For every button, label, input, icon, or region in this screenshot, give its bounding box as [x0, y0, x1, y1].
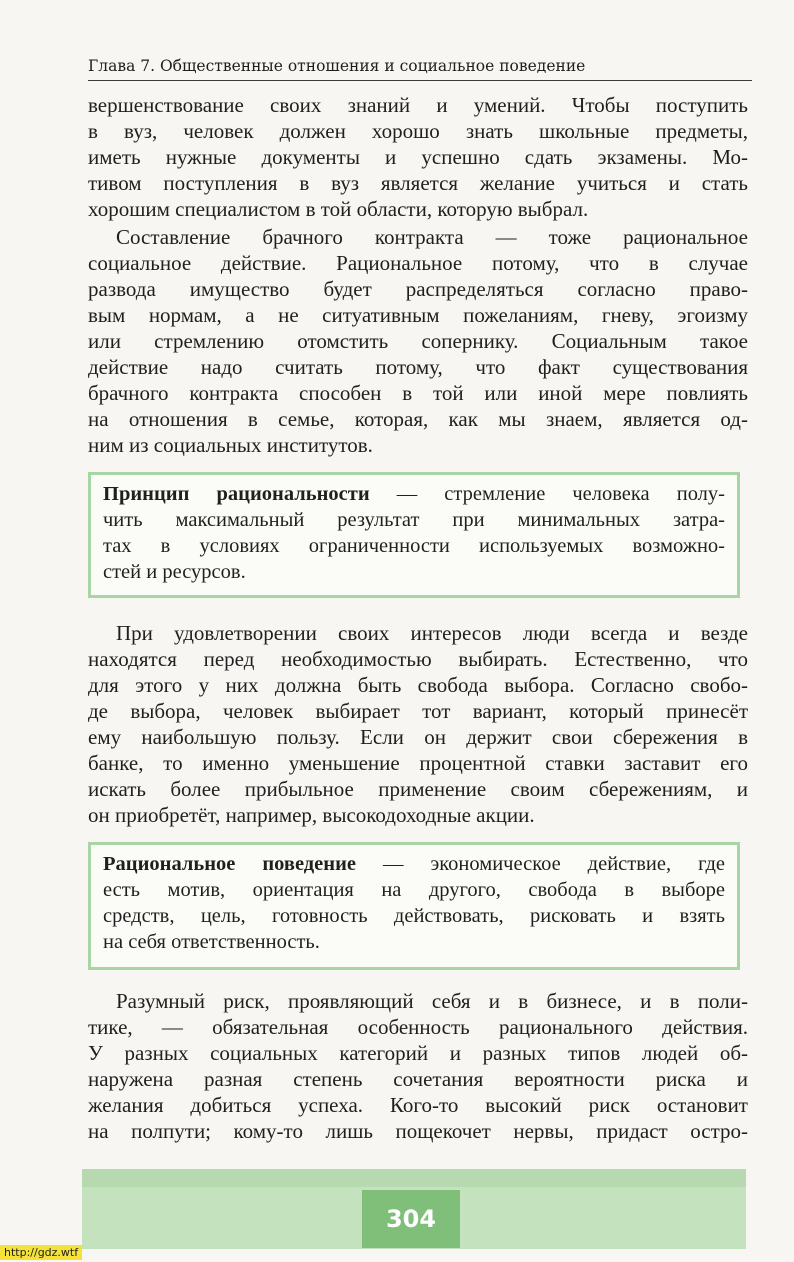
- definition-text: [103, 481, 725, 585]
- text-line: для этого у них должна быть свобода выбора. Согласно свобо-: [88, 673, 748, 697]
- text-line: находятся перед необходимостью выбирать. Естественно, что: [88, 647, 748, 671]
- text-line: желания добиться успеха. Кого-то высокий риск остановит: [88, 1093, 748, 1117]
- text-line: в вуз, человек должен хорошо знать школьные предметы,: [88, 119, 748, 143]
- text-line: вершенствование своих знаний и умений. Чтобы поступить: [88, 93, 748, 117]
- text-line: на отношения в семье, которая, как мы знаем, является од-: [88, 407, 748, 431]
- text-line: иметь нужные документы и успешно сдать экзамены. Мо-: [88, 145, 748, 169]
- text-line: У разных социальных категорий и разных типов людей об-: [88, 1041, 748, 1065]
- text-line: При удовлетворении своих интересов люди всегда и везде: [116, 621, 748, 645]
- text-line: действие надо считать потому, что факт существования: [88, 355, 748, 379]
- text-line: банке, то именно уменьшение процентной ставки заставит его: [88, 751, 748, 775]
- definition-text: [103, 851, 725, 955]
- text-line: ним из социальных институтов.: [88, 433, 373, 457]
- paragraph-3: [88, 620, 748, 828]
- text-line: стей и ресурсов.: [103, 561, 246, 583]
- definition-first-line: [103, 481, 725, 507]
- definition-term: Рациональное поведение: [103, 853, 356, 875]
- text-line: хорошим специалистом в той области, которую выбрал.: [88, 197, 589, 221]
- definition-box-rational-behavior: [88, 842, 740, 970]
- text-line: на себя ответственность.: [103, 931, 320, 953]
- text-line: он приобретёт, например, высокодоходные акции.: [88, 803, 535, 827]
- text-line: тах в условиях ограниченности используемых возможно-: [103, 535, 725, 557]
- text-line: развода имущество будет распределяться согласно право-: [88, 277, 748, 301]
- text-line: искать более прибыльное применение своим сбережениям, и: [88, 777, 748, 801]
- text-line: тивом поступления в вуз является желание учиться и стать: [88, 171, 748, 195]
- definition-term: Принцип рациональности: [103, 483, 370, 505]
- footer-stripe: [82, 1169, 746, 1187]
- text-line: чить максимальный результат при минимальных затра-: [103, 509, 725, 531]
- page-number: 304: [362, 1190, 460, 1248]
- paragraph-2: [88, 224, 748, 458]
- paragraph-4: [88, 988, 748, 1144]
- definition-box-rationality-principle: [88, 472, 740, 598]
- text-line: наружена разная степень сочетания вероятности риска и: [88, 1067, 748, 1091]
- definition-first-rest: — экономическое действие, где: [356, 853, 725, 875]
- text-line: ему наибольшую пользу. Если он держит свои сбережения в: [88, 725, 748, 749]
- text-line: социальное действие. Рациональное потому, что в случае: [88, 251, 748, 275]
- text-line: Составление брачного контракта — тоже рациональное: [116, 225, 748, 249]
- definition-first-rest: — стремление человека полу-: [369, 483, 725, 505]
- running-header: Глава 7. Общественные отношения и социальное поведение: [88, 54, 752, 81]
- watermark-link[interactable]: http://gdz.wtf: [0, 1245, 82, 1260]
- text-line: тике, — обязательная особенность рационального действия.: [88, 1015, 748, 1039]
- text-line: или стремлению отомстить сопернику. Социальным такое: [88, 329, 748, 353]
- text-line: средств, цель, готовность действовать, рисковать и взять: [103, 905, 725, 927]
- text-line: вым нормам, а не ситуативным пожеланиям, гневу, эгоизму: [88, 303, 748, 327]
- text-line: брачного контракта способен в той или иной мере повлиять: [88, 381, 748, 405]
- text-line: де выбора, человек выбирает тот вариант, который принесёт: [88, 699, 748, 723]
- text-line: Разумный риск, проявляющий себя и в бизнесе, и в поли-: [116, 989, 748, 1013]
- text-line: на полпути; кому-то лишь пощекочет нервы, придаст остро-: [88, 1119, 748, 1143]
- definition-first-line: [103, 851, 725, 877]
- paragraph-1: [88, 92, 748, 222]
- text-line: есть мотив, ориентация на другого, свобода в выборе: [103, 879, 725, 901]
